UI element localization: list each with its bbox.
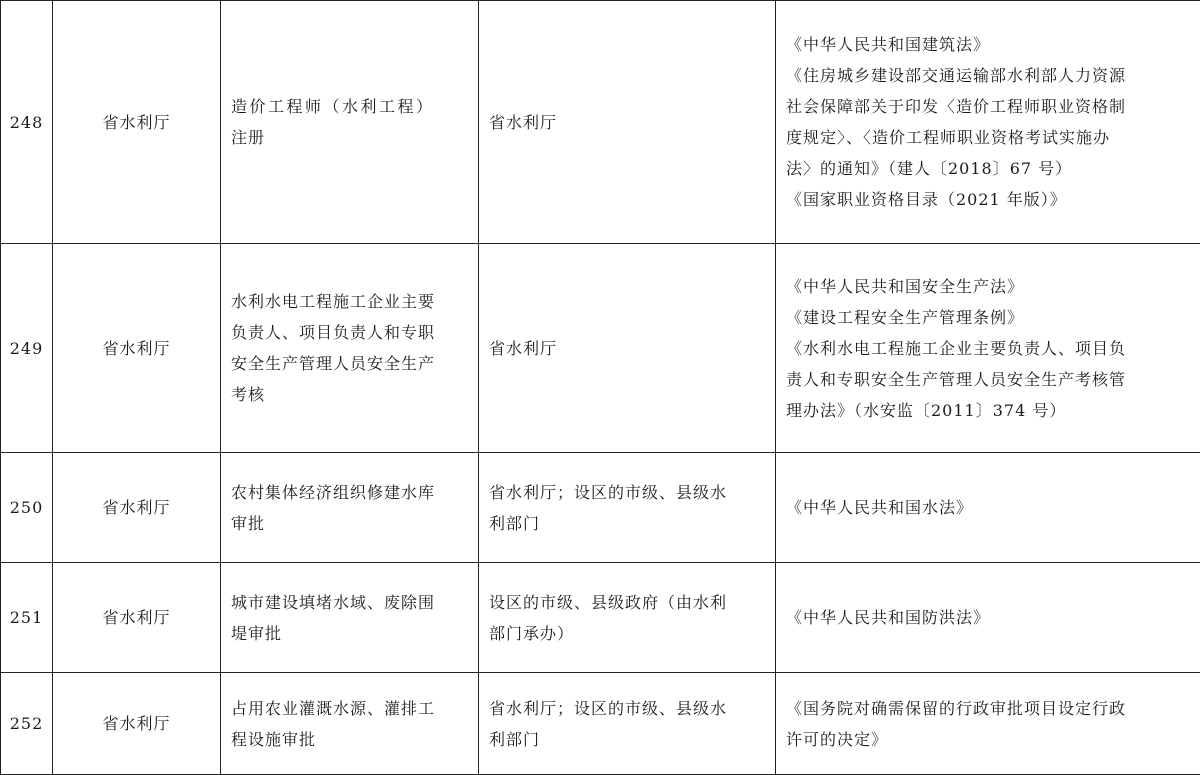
legal-basis-line: 许可的决定》 — [786, 724, 1190, 755]
item-name-line: 造价工程师（水利工程） — [231, 91, 470, 122]
row-number: 249 — [1, 244, 53, 453]
item-name-cell — [221, 244, 479, 453]
row-number: 248 — [1, 1, 53, 244]
table-row — [1, 453, 1200, 563]
legal-basis-line: 法〉的通知》（建人〔2018〕67 号） — [786, 153, 1190, 184]
legal-basis-line: 《中华人民共和国水法》 — [786, 492, 1190, 523]
legal-basis-line: 度规定〉、〈造价工程师职业资格考试实施办 — [786, 122, 1190, 153]
item-name-line: 负责人、项目负责人和专职 — [231, 317, 470, 348]
department-cell: 省水利厅 — [53, 244, 221, 453]
implementing-body-line: 利部门 — [489, 508, 767, 539]
legal-basis-line: 《国务院对确需保留的行政审批项目设定行政 — [786, 693, 1190, 724]
implementing-body-cell — [479, 1, 776, 244]
table-row — [1, 673, 1200, 775]
legal-basis-cell — [776, 1, 1200, 244]
implementing-body-line: 部门承办） — [489, 618, 767, 649]
legal-basis-line: 理办法》（水安监〔2011〕374 号） — [786, 395, 1190, 426]
legal-basis-line: 社会保障部关于印发〈造价工程师职业资格制 — [786, 91, 1190, 122]
item-name-line: 农村集体经济组织修建水库 — [231, 477, 470, 508]
legal-basis-line: 《国家职业资格目录（2021 年版）》 — [786, 184, 1190, 215]
legal-basis-cell — [776, 563, 1200, 673]
item-name-cell — [221, 1, 479, 244]
legal-basis-cell — [776, 453, 1200, 563]
legal-basis-line: 《中华人民共和国建筑法》 — [786, 29, 1190, 60]
row-number: 251 — [1, 563, 53, 673]
table-row — [1, 1, 1200, 244]
legal-basis-line: 责人和专职安全生产管理人员安全生产考核管 — [786, 364, 1190, 395]
legal-basis-cell — [776, 244, 1200, 453]
item-name-line: 考核 — [231, 379, 470, 410]
row-number: 250 — [1, 453, 53, 563]
implementing-body-line: 省水利厅 — [489, 333, 767, 364]
legal-basis-line: 《建设工程安全生产管理条例》 — [786, 302, 1190, 333]
item-name-line: 程设施审批 — [231, 724, 470, 755]
implementing-body-cell — [479, 244, 776, 453]
department-cell: 省水利厅 — [53, 563, 221, 673]
table-row — [1, 244, 1200, 453]
item-name-line: 安全生产管理人员安全生产 — [231, 348, 470, 379]
row-number: 252 — [1, 673, 53, 775]
legal-basis-cell — [776, 673, 1200, 775]
item-name-line: 注册 — [231, 122, 470, 153]
implementing-body-line: 省水利厅；设区的市级、县级水 — [489, 477, 767, 508]
item-name-line: 堤审批 — [231, 618, 470, 649]
department-cell: 省水利厅 — [53, 453, 221, 563]
department-cell: 省水利厅 — [53, 673, 221, 775]
implementing-body-cell — [479, 673, 776, 775]
implementing-body-cell — [479, 453, 776, 563]
legal-basis-line: 《住房城乡建设部交通运输部水利部人力资源 — [786, 60, 1190, 91]
table-body — [1, 1, 1200, 775]
item-name-cell — [221, 563, 479, 673]
item-name-line: 占用农业灌溉水源、灌排工 — [231, 693, 470, 724]
item-name-line: 水利水电工程施工企业主要 — [231, 286, 470, 317]
table-row — [1, 563, 1200, 673]
item-name-cell — [221, 673, 479, 775]
item-name-line: 审批 — [231, 508, 470, 539]
legal-basis-line: 《水利水电工程施工企业主要负责人、项目负 — [786, 333, 1190, 364]
item-name-cell — [221, 453, 479, 563]
implementing-body-line: 省水利厅；设区的市级、县级水 — [489, 693, 767, 724]
implementing-body-line: 设区的市级、县级政府（由水利 — [489, 587, 767, 618]
item-name-line: 城市建设填堵水域、废除围 — [231, 587, 470, 618]
legal-basis-line: 《中华人民共和国安全生产法》 — [786, 271, 1190, 302]
legal-basis-line: 《中华人民共和国防洪法》 — [786, 602, 1190, 633]
implementing-body-line: 利部门 — [489, 724, 767, 755]
implementing-body-line: 省水利厅 — [489, 107, 767, 138]
implementing-body-cell — [479, 563, 776, 673]
department-cell: 省水利厅 — [53, 1, 221, 244]
